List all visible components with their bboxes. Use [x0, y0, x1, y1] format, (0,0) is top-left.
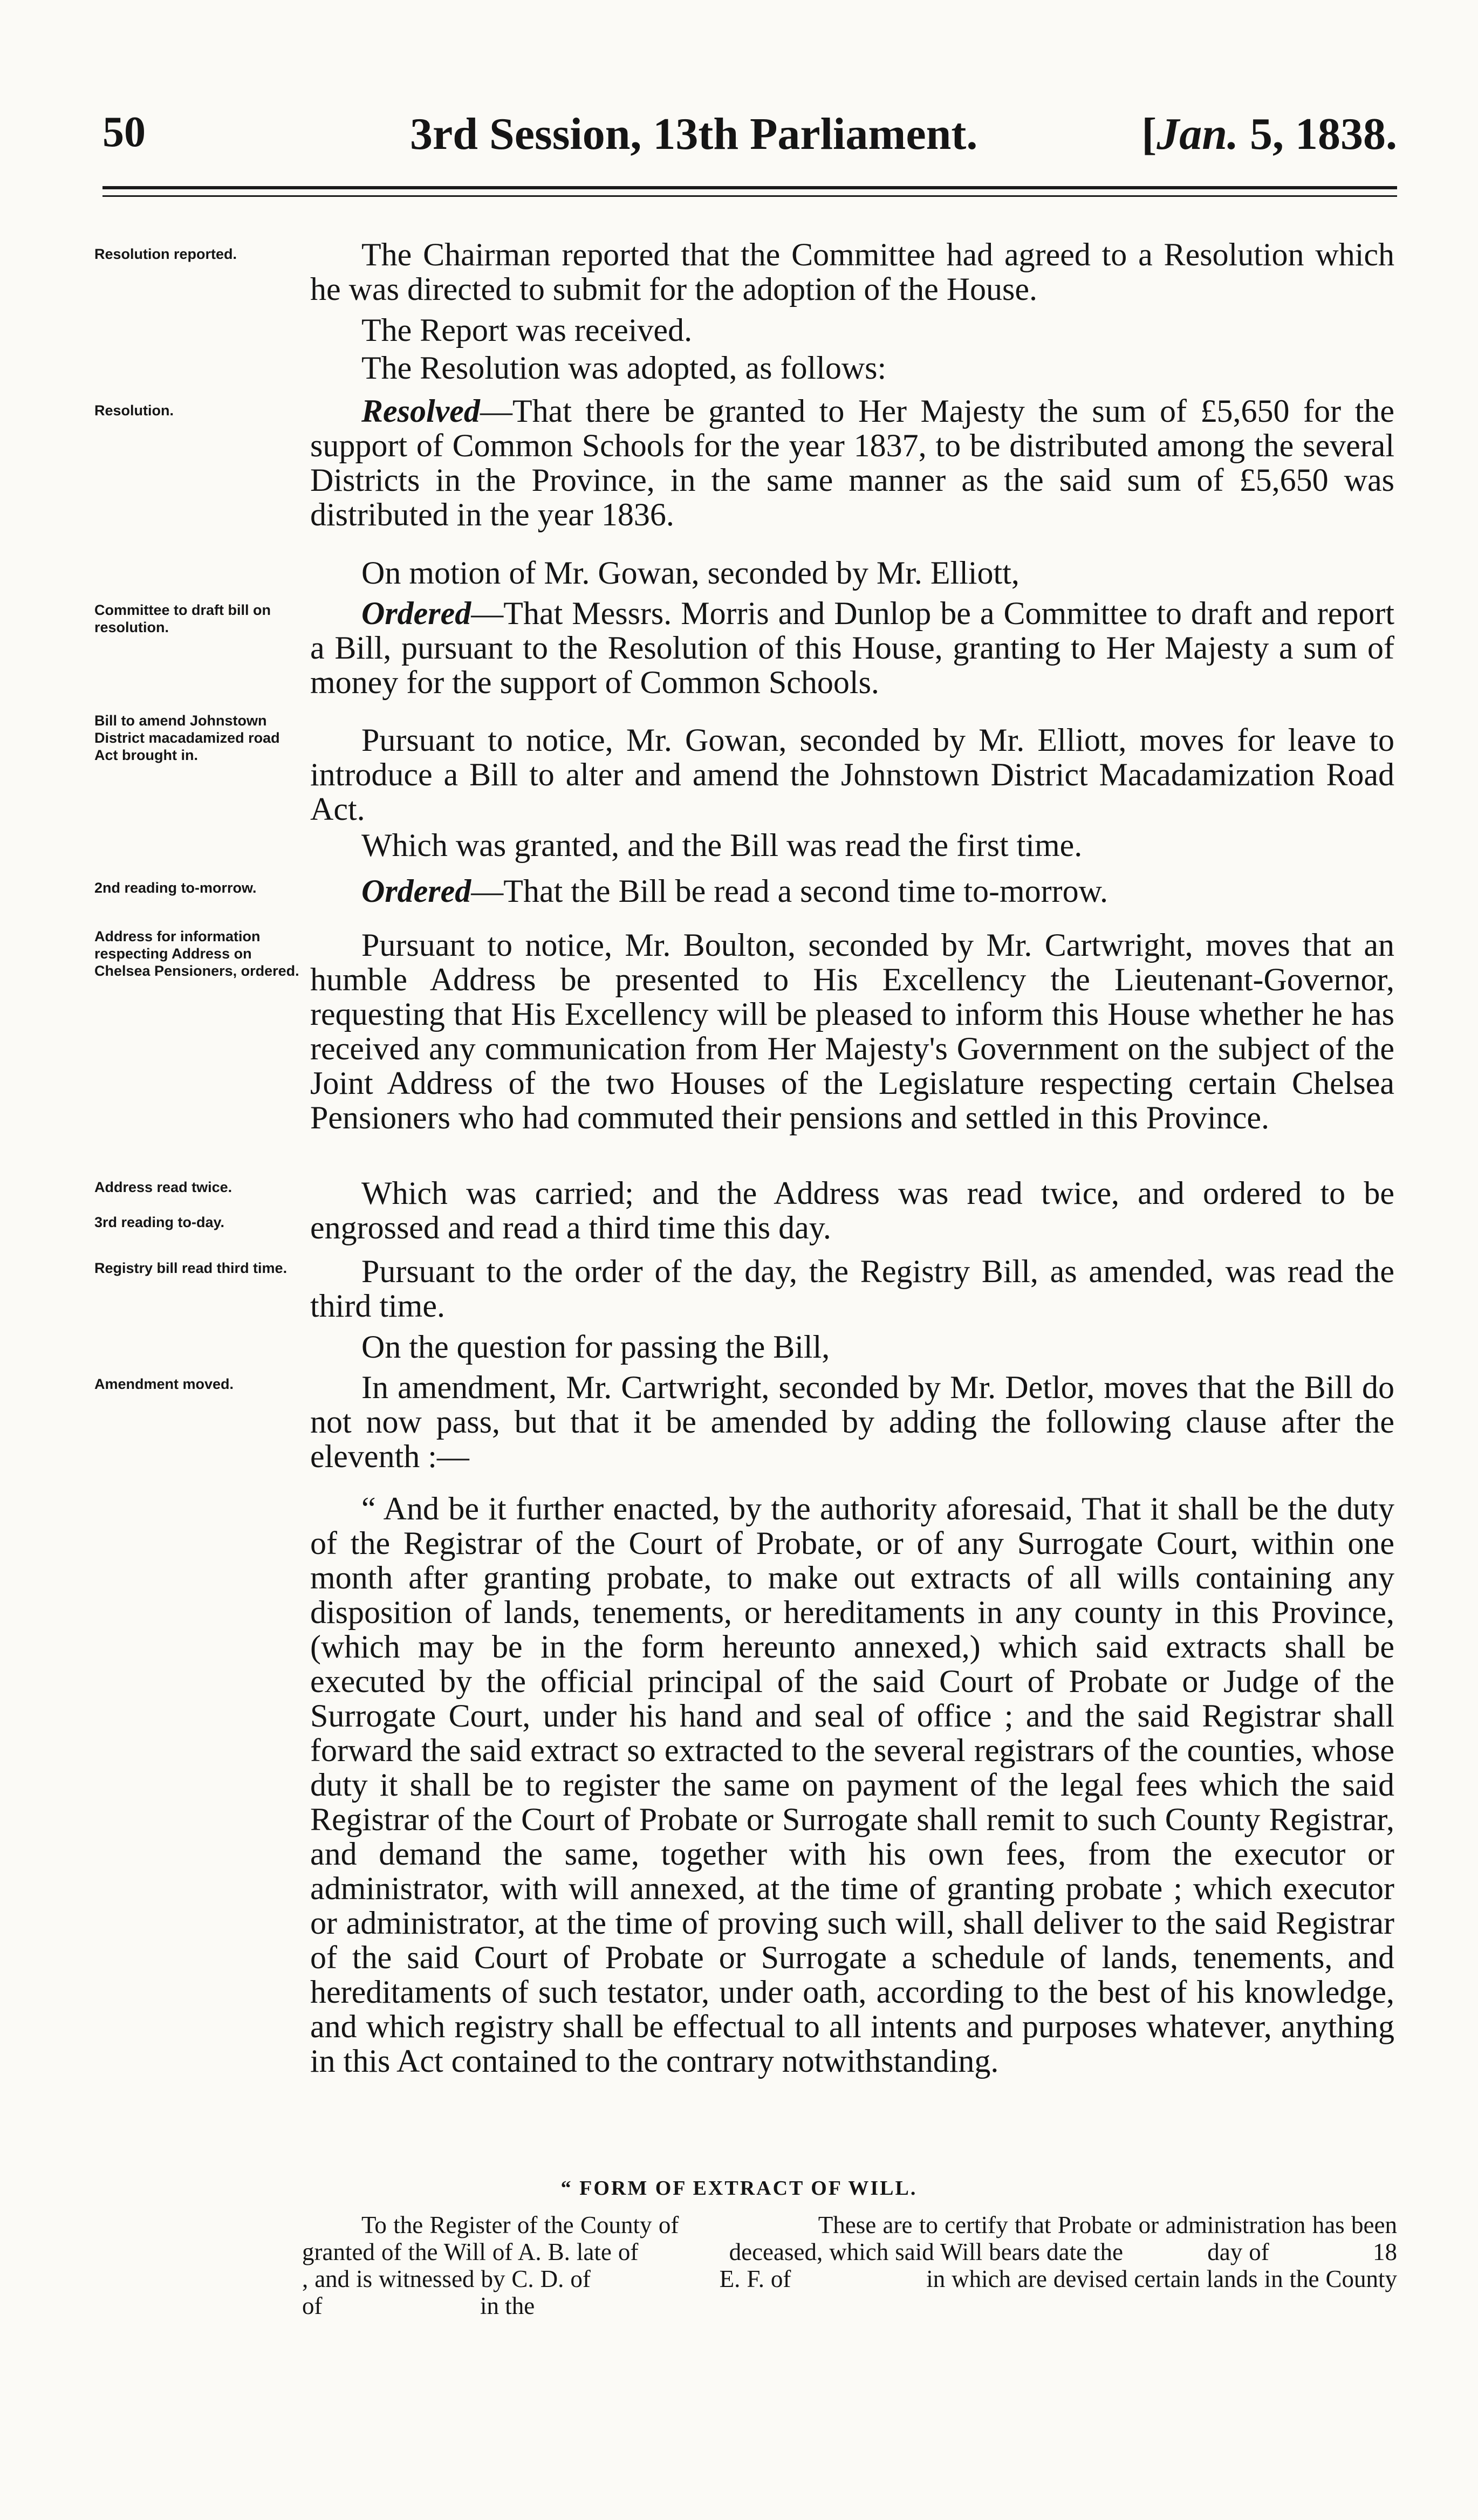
paragraph: Pursuant to notice, Mr. Gowan, seconded by Mr. Elliott, moves for leave to introduce a Bill to alter and amend the Johnstown District Macadamization Road Act. [310, 722, 1394, 827]
paragraph: Which was carried; and the Address was read twice, and ordered to be engrossed and read a third time this day. [310, 1175, 1394, 1245]
margin-note: Address read twice. [94, 1179, 232, 1195]
margin-note: 3rd reading to-day. [94, 1214, 225, 1230]
resolution-paragraph [310, 394, 1394, 532]
date-bracket: [ [1141, 109, 1157, 159]
margin-note: Amendment moved. [94, 1376, 234, 1392]
resolution-text: —That there be granted to Her Majesty the sum of £5,650 for the support of Common Schools for the year 1837, to be distributed among the several Districts in the Province, in the same manner as the said sum of £5,650 was distributed in the year 1836. [310, 393, 1394, 532]
resolved-lead: Resolved [361, 393, 480, 429]
paragraph: In amendment, Mr. Cartwright, seconded by Mr. Detlor, moves that the Bill do not now pass, but that it be amended by adding the following clause after the eleventh :— [310, 1369, 1394, 1474]
order-text: —That the Bill be read a second time to-morrow. [471, 873, 1108, 909]
margin-note: 2nd reading to-morrow. [94, 880, 257, 896]
header-rule-thick [102, 186, 1397, 189]
order-paragraph [310, 874, 1394, 908]
margin-note: Address for information respecting Address on Chelsea Pensioners, ordered. [94, 928, 299, 979]
quoted-clause: “ And be it further enacted, by the authority aforesaid, That it shall be the duty of the Registrar of the Court of Probate, or of any Surrogate Court, within one month after granting probate, to make out extracts of all wills containing any disposition of lands, tenements, or hereditaments in any county in this Province, (which may be in the form hereunto annexed,) which said extracts shall be executed by the official principal of the said Court of Probate or Judge of the Surrogate Court, under his hand and seal of office ; and the said Registrar shall forward the said extract so extracted to the several registrars of the counties, whose duty it shall be to register the same on payment of the legal fees which the said Registrar of the Court of Probate or Surrogate shall remit to such County Registrar, and demand the same, together with his own fees, from the executor or administrator, with will annexed, at the time of granting probate ; which executor or administrator, at the time of proving such will, shall deliver to the said Registrar of the said Court of Probate or Surrogate a schedule of lands, tenements, and hereditaments of such testator, under oath, according to the best of his knowledge, and which registry shall be effectual to all intents and purposes whatever, anything in this Act contained to the contrary notwithstanding. [310, 1491, 1394, 2079]
header-rule-thin [102, 195, 1397, 197]
form-title: “ FORM OF EXTRACT OF WILL. [560, 2177, 918, 2200]
margin-note: Resolution reported. [94, 246, 237, 262]
margin-note: Resolution. [94, 402, 174, 419]
paragraph: Pursuant to notice, Mr. Boulton, seconded by Mr. Cartwright, moves that an humble Address be presented to His Excellency the Lieutenant-Governor, requesting that His Excellency will be pleased to inform this House whether he has received any communication from Her Majesty's Government on the subject of the Joint Address of the two Houses of the Legislature respecting certain Chelsea Pensioners who had commuted their pensions and settled in this Province. [310, 927, 1394, 1135]
ordered-lead: Ordered [361, 595, 471, 631]
paragraph: On motion of Mr. Gowan, seconded by Mr. Elliott, [361, 555, 1019, 591]
margin-note: Registry bill read third time. [94, 1260, 288, 1276]
paragraph: The Report was received. [361, 312, 693, 348]
header-date [1141, 108, 1397, 160]
paragraph: Pursuant to the order of the day, the Registry Bill, as amended, was read the third time. [310, 1254, 1394, 1324]
order-paragraph [310, 596, 1394, 700]
date-day-year: 5, 1838. [1238, 109, 1397, 159]
running-title: 3rd Session, 13th Parliament. [410, 109, 978, 159]
margin-note: Committee to draft bill on resolution. [94, 602, 271, 635]
date-month: Jan. [1157, 109, 1238, 159]
page-header [102, 108, 1397, 173]
order-text: —That Messrs. Morris and Dunlop be a Committee to draft and report a Bill, pursuant to the Resolution of this House, granting to Her Majesty a sum of money for the support of Common Schools. [310, 595, 1394, 700]
paragraph: On the question for passing the Bill, [361, 1329, 830, 1365]
paragraph: Which was granted, and the Bill was read the first time. [361, 827, 1083, 863]
paragraph: The Chairman reported that the Committee had agreed to a Resolution which he was directed to submit for the adoption of the House. [310, 237, 1394, 307]
ordered-lead: Ordered [361, 873, 471, 909]
form-text: To the Register of the County of These are to certify that Probate or administration has been granted of the Will of A. B. late of deceased, which said Will bears date the day of 18 , and is witnessed by C. D. of E. F. of in which are devised certain lands in the County of in the [302, 2211, 1434, 2319]
paragraph: The Resolution was adopted, as follows: [361, 350, 887, 386]
margin-note: Bill to amend Johnstown District macadamized road Act brought in. [94, 713, 280, 763]
page-number: 50 [102, 108, 146, 156]
